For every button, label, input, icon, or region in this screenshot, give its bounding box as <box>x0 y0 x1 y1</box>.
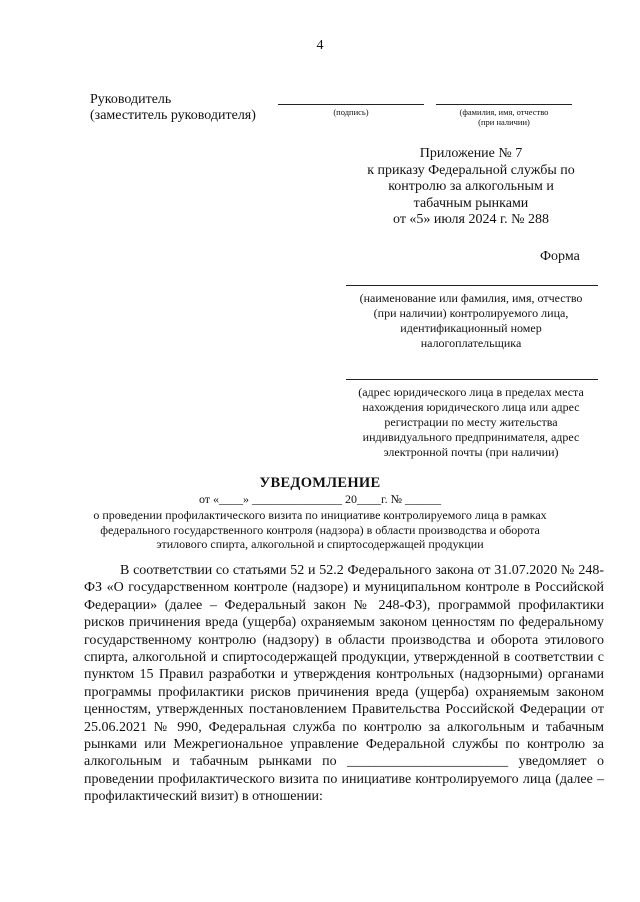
notice-subtitle <box>80 508 560 552</box>
appendix-line-5: от «5» июля 2024 г. № 288 <box>393 212 549 227</box>
appendix-line-3: контролю за алкогольным и <box>388 179 554 194</box>
signature-line <box>278 104 424 105</box>
notice-date-line: от «____» _______________ 20____г. № ______ <box>198 492 442 506</box>
addressee-address-line-1: (адрес юридического лица в пределах места <box>358 385 584 399</box>
form-label: Форма <box>540 249 580 264</box>
name-caption <box>436 107 572 127</box>
notice-title: УВЕДОМЛЕНИЕ <box>259 475 381 491</box>
appendix-block <box>340 146 602 229</box>
notice-subtitle-line-3: этилового спирта, алкогольной и спиртосодержащей продукции <box>156 537 484 551</box>
notice-subtitle-line-1: о проведении профилактического визита по инициативе контролируемого лица в рамках <box>93 508 547 522</box>
addressee-address-line-3: регистрации по месту жительства <box>384 415 558 429</box>
addressee-name-caption <box>342 291 600 351</box>
name-line <box>436 104 572 105</box>
appendix-line-2: к приказу Федеральной службы по <box>367 162 575 178</box>
name-caption-line-1: (фамилия, имя, отчество <box>459 107 549 117</box>
addressee-name-line-2: (при наличии) контролируемого лица, <box>373 306 569 320</box>
body-text <box>84 562 604 806</box>
signatory-line-1: Руководитель <box>90 92 172 107</box>
addressee-name-line-4: налогоплательщика <box>420 336 522 350</box>
appendix-line-4: табачным рынками <box>413 195 529 211</box>
addressee-address-line-2: нахождения юридического лица или адрес <box>362 400 580 414</box>
notice-subtitle-line-2: федерального государственного контроля (надзора) в области производства и оборота <box>100 522 540 537</box>
appendix-line-1: Приложение № 7 <box>419 146 523 161</box>
addressee-name-line-3: идентификационный номер <box>400 321 542 335</box>
addressee-address-line-4: индивидуального предпринимателя, адрес <box>362 430 580 444</box>
addressee-address-caption <box>342 385 600 460</box>
addressee-name-line <box>346 285 598 286</box>
signatory-line-2: (заместитель руководителя) <box>90 108 256 123</box>
signatory-title <box>90 92 256 124</box>
name-caption-line-2: (при наличии) <box>478 117 530 127</box>
addressee-address-line <box>346 379 598 380</box>
addressee-name-line-1: (наименование или фамилия, имя, отчество <box>359 291 583 305</box>
signature-caption: (подпись) <box>333 107 369 117</box>
body-paragraph: В соответствии со статьями 52 и 52.2 Федерального закона от 31.07.2020 № 248-ФЗ «О государственном контроле (надзоре) и муниципальном контроле в Российской Федерации» (далее – Федеральный закон № 248-ФЗ), программой профилактики рисков причинения вреда (ущерба) охраняемым законом ценностям по федеральному государственному контролю (надзору) в области производства и оборота этилового спирта, алкогольной и спиртосодержащей продукции, утвержденной в соответствии с пунктом 15 Правил разработки и утверждения контрольных (надзорными) органами программы профилактики рисков причинения вреда (ущерба) охраняемым законом ценностям, утвержденных постановлением Правительства Российской Федерации от 25.06.2021 № 990, Федеральная служба по контролю за алкогольным и табачным рынками или Межрегиональное управление Федеральной службы по контролю за алкогольным и табачным рынками по _______________________ уведомляет о проведении профилактического визита по инициативе контролируемого лица (далее – профилактический визит) в отношении: <box>84 563 604 805</box>
addressee-address-line-5: электронной почты (при наличии) <box>383 445 559 459</box>
page-number: 4 <box>316 38 324 53</box>
